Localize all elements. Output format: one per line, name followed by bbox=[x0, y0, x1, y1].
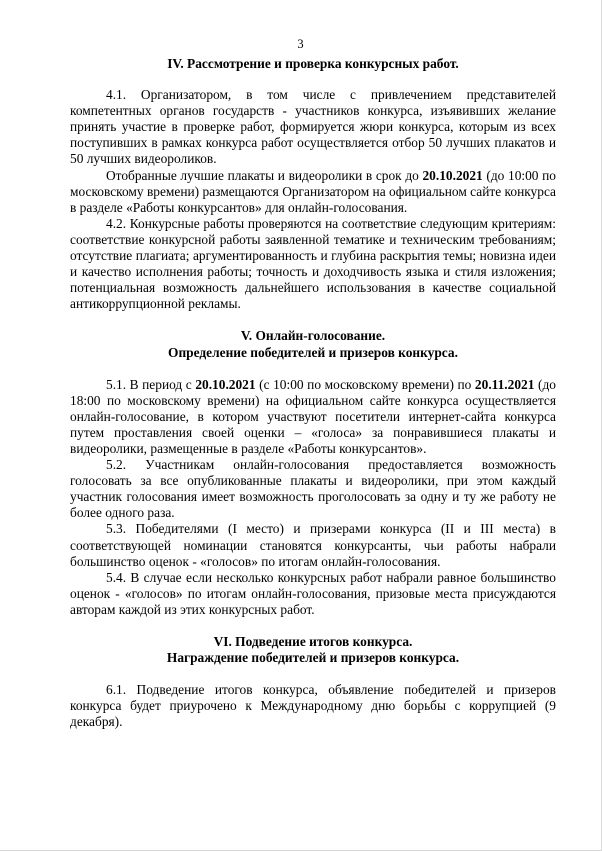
paragraph-5-2: 5.2. Участникам онлайн-голосования предоставляется возможность голосовать за все опубликованные плакаты и видеоролики, при этом каждый участник голосования имеет возможность проголосовать за одну и ту же работу не более одного раза. bbox=[70, 457, 556, 521]
text-segment: (до 18:00 по московскому времени) на официальном сайте конкурса осуществляется онлайн-голосование, в котором участвуют посетители интернет-сайта конкурса путем проставления своей оценки – «голоса» за понравившиеся плакаты и видеоролики, размещенные в разделе «Работы конкурсантов». bbox=[70, 376, 556, 456]
paragraph-5-1 bbox=[70, 377, 556, 457]
paragraph-6-1: 6.1. Подведение итогов конкурса, объявление победителей и призеров конкурса будет приурочено к Международному дню борьбы с коррупцией (9 декабря). bbox=[70, 682, 556, 730]
paragraph-5-4: 5.4. В случае если несколько конкурсных работ набрали равное большинство оценок - «голосов» по итогам онлайн-голосования, призовые места присуждаются авторам каждой из этих конкурсных работ. bbox=[70, 569, 556, 617]
date-highlight: 20.11.2021 bbox=[474, 376, 535, 392]
paragraph-4-1: 4.1. Организатором, в том числе с привлечением представителей компетентных органов государств - участников конкурса, изъявивших желание принять участие в проверке работ, формируется жюри конкурса, которым из всех поступивших в рамках конкурса работ осуществляется отбор 50 лучших плакатов и 50 лучших видеороликов. bbox=[70, 87, 556, 167]
section-5-heading-line-2: Определение победителей и призеров конкурса. bbox=[168, 344, 458, 360]
text-segment: Отобранные лучшие плакаты и видеоролики в срок до bbox=[106, 167, 423, 183]
paragraph-5-3: 5.3. Победителями (I место) и призерами конкурса (II и III места) в соответствующей номинации становятся конкурсанты, чьи работы набрали большинство оценок - «голосов» по итогам онлайн-голосования. bbox=[70, 521, 556, 569]
page-content bbox=[70, 56, 556, 730]
section-6-heading-line-1: VI. Подведение итогов конкурса. bbox=[213, 634, 413, 649]
date-highlight: 20.10.2021 bbox=[195, 376, 256, 392]
paragraph-4-1-voting bbox=[70, 168, 556, 216]
paragraph-4-2: 4.2. Конкурсные работы проверяются на соответствие следующим критериям: соответствие конкурсной работы заявленной тематике и техническим требованиям; отсутствие плагиата; аргументированность и глубина раскрытия темы; новизна идеи и качество исполнения работы; точность и доходчивость языка и стиля изложения; потенциальная возможность дальнейшего использования в качестве социальной антикоррупционной рекламы. bbox=[70, 215, 556, 312]
text-segment: (до 10:00 по московскому времени) размещаются Организатором на официальном сайте конкурса в разделе «Работы конкурсантов» для онлайн-голосования. bbox=[70, 167, 557, 215]
text-segment: 5.1. В период с bbox=[106, 376, 196, 392]
section-5-heading-line-1: V. Онлайн-голосование. bbox=[240, 328, 386, 344]
date-highlight: 20.10.2021 bbox=[422, 167, 483, 183]
section-6-heading-line-2: Награждение победителей и призеров конкурса. bbox=[166, 650, 460, 666]
section-4-heading: IV. Рассмотрение и проверка конкурсных работ. bbox=[167, 56, 459, 71]
page-number: 3 bbox=[297, 37, 304, 51]
text-segment: (с 10:00 по московскому времени) по bbox=[255, 376, 475, 392]
